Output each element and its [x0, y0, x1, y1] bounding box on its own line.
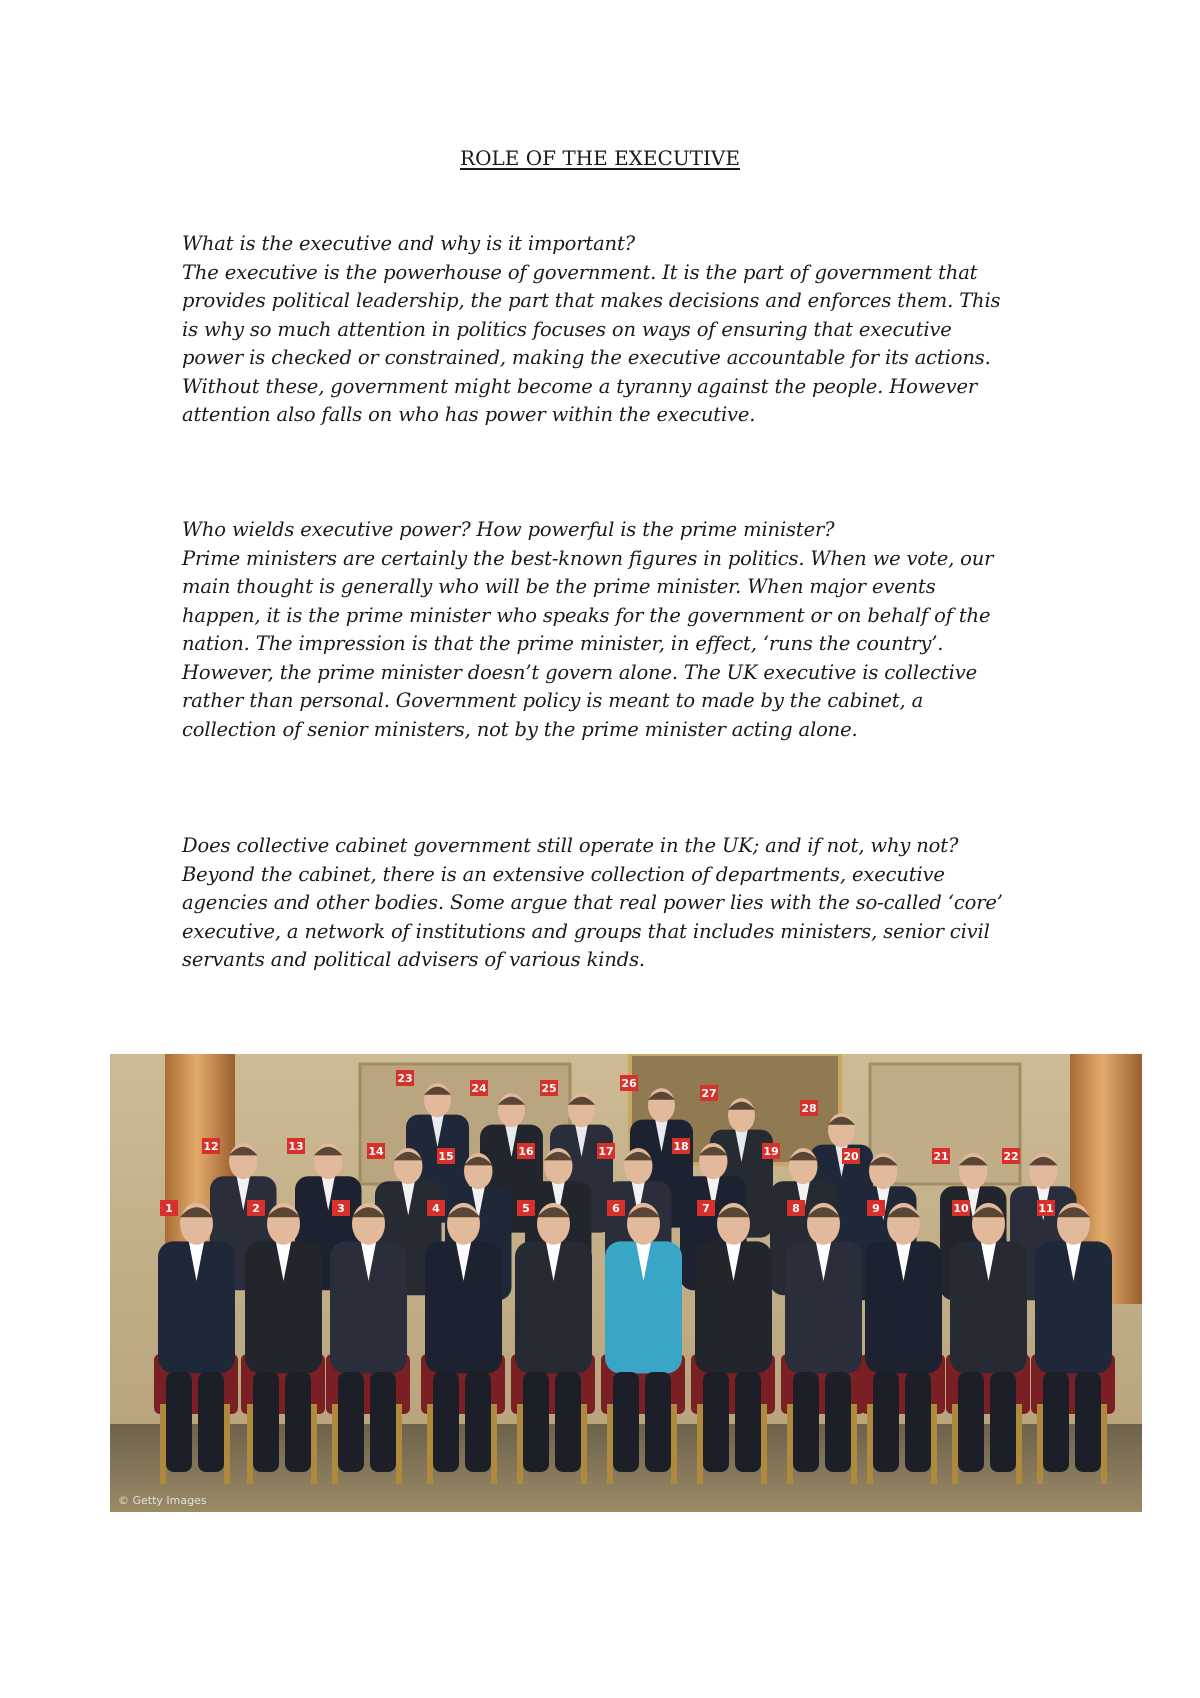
chair-leg	[311, 1404, 317, 1484]
chair-leg	[160, 1404, 166, 1484]
chair-leg	[867, 1404, 873, 1484]
chair-leg	[952, 1404, 958, 1484]
section-question: Does collective cabinet government still operate in the UK; and if not, why not?	[182, 834, 959, 857]
person-leg	[370, 1372, 396, 1472]
section-what-is-executive	[182, 230, 1042, 430]
chair-leg	[671, 1404, 677, 1484]
marker-label: 6	[612, 1202, 620, 1215]
chair-leg	[697, 1404, 703, 1484]
number-marker	[1037, 1200, 1055, 1216]
person-leg	[465, 1372, 491, 1472]
number-marker	[367, 1143, 385, 1159]
marker-label: 17	[598, 1145, 614, 1158]
person-leg	[703, 1372, 729, 1472]
marker-label: 24	[471, 1082, 487, 1095]
number-marker	[867, 1200, 885, 1216]
marker-label: 5	[522, 1202, 530, 1215]
marker-label: 20	[843, 1150, 859, 1163]
person-leg	[990, 1372, 1016, 1472]
number-marker	[762, 1143, 780, 1159]
person-leg	[198, 1372, 224, 1472]
marker-label: 26	[621, 1077, 637, 1090]
person-leg	[555, 1372, 581, 1472]
marker-label: 10	[953, 1202, 969, 1215]
number-marker	[437, 1148, 455, 1164]
chair-leg	[224, 1404, 230, 1484]
person-leg	[905, 1372, 931, 1472]
person-leg	[253, 1372, 279, 1472]
section-line: Without these, government might become a tyranny against the people. However	[182, 374, 978, 398]
section-line: agencies and other bodies. Some argue that real power lies with the so-called ‘core’	[182, 891, 1003, 914]
marker-label: 21	[933, 1150, 949, 1163]
number-marker	[470, 1080, 488, 1096]
section-line: power is checked or constrained, making the executive accountable for its actions.	[182, 346, 991, 369]
marker-label: 27	[701, 1087, 717, 1100]
chair-leg	[1037, 1404, 1043, 1484]
section-line: attention also falls on who has power within the executive.	[182, 403, 756, 426]
marker-label: 25	[541, 1082, 557, 1095]
number-marker	[1002, 1148, 1020, 1164]
section-line: Prime ministers are certainly the best-known figures in politics. When we vote, our	[182, 546, 994, 570]
chair-leg	[247, 1404, 253, 1484]
person-leg	[613, 1372, 639, 1472]
cabinet-photo	[110, 1054, 1142, 1512]
chair-leg	[787, 1404, 793, 1484]
person-leg	[793, 1372, 819, 1472]
chair-leg	[931, 1404, 937, 1484]
marker-label: 12	[203, 1140, 219, 1153]
person-leg	[338, 1372, 364, 1472]
marker-label: 3	[337, 1202, 345, 1215]
section-line: happen, it is the prime minister who speaks for the government or on behalf of the	[182, 603, 991, 627]
section-line: The executive is the powerhouse of government. It is the part of government that	[182, 260, 978, 284]
number-marker	[396, 1070, 414, 1086]
marker-label: 18	[673, 1140, 689, 1153]
number-marker	[620, 1075, 638, 1091]
number-marker	[932, 1148, 950, 1164]
section-line: rather than personal. Government policy is meant to made by the cabinet, a	[182, 689, 924, 712]
section-line: provides political leadership, the part that makes decisions and enforces them. This	[182, 289, 1001, 312]
person-leg	[1075, 1372, 1101, 1472]
marker-label: 11	[1038, 1202, 1054, 1215]
person-leg	[285, 1372, 311, 1472]
marker-label: 2	[252, 1202, 260, 1215]
number-marker	[700, 1085, 718, 1101]
photo-credit: © Getty Images	[118, 1494, 207, 1507]
number-marker	[287, 1138, 305, 1154]
number-marker	[160, 1200, 178, 1216]
section-question: Who wields executive power? How powerful is the prime minister?	[182, 518, 835, 541]
number-marker	[247, 1200, 265, 1216]
chair-leg	[1101, 1404, 1107, 1484]
marker-label: 28	[801, 1102, 817, 1115]
person-leg	[433, 1372, 459, 1472]
chair-leg	[332, 1404, 338, 1484]
marker-label: 1	[165, 1202, 173, 1215]
number-marker	[517, 1200, 535, 1216]
marker-label: 15	[438, 1150, 454, 1163]
number-marker	[202, 1138, 220, 1154]
number-marker	[800, 1100, 818, 1116]
section-collective-cabinet	[182, 832, 1042, 975]
person-leg	[958, 1372, 984, 1472]
section-question: What is the executive and why is it important?	[182, 232, 635, 255]
section-line: servants and political advisers of various kinds.	[182, 948, 645, 971]
section-line: executive, a network of institutions and groups that includes ministers, senior civil	[182, 919, 990, 943]
number-marker	[842, 1148, 860, 1164]
chair-leg	[581, 1404, 587, 1484]
marker-label: 9	[872, 1202, 880, 1215]
number-marker	[597, 1143, 615, 1159]
chair-leg	[491, 1404, 497, 1484]
marker-label: 23	[397, 1072, 413, 1085]
page-title: ROLE OF THE EXECUTIVE	[460, 146, 740, 170]
number-marker	[672, 1138, 690, 1154]
person-leg	[523, 1372, 549, 1472]
number-marker	[540, 1080, 558, 1096]
section-line: Beyond the cabinet, there is an extensive collection of departments, executive	[182, 862, 945, 886]
person-leg	[735, 1372, 761, 1472]
marker-label: 16	[518, 1145, 534, 1158]
chair-leg	[607, 1404, 613, 1484]
chair-leg	[396, 1404, 402, 1484]
section-line: However, the prime minister doesn’t govern alone. The UK executive is collective	[182, 660, 978, 684]
number-marker	[787, 1200, 805, 1216]
number-marker	[427, 1200, 445, 1216]
section-line: nation. The impression is that the prime minister, in effect, ‘runs the country’.	[182, 632, 944, 655]
number-marker	[332, 1200, 350, 1216]
section-line: collection of senior ministers, not by the prime minister acting alone.	[182, 717, 858, 741]
marker-label: 19	[763, 1145, 779, 1158]
person-leg	[873, 1372, 899, 1472]
chair-leg	[761, 1404, 767, 1484]
marker-label: 14	[368, 1145, 384, 1158]
person-leg	[166, 1372, 192, 1472]
number-marker	[517, 1143, 535, 1159]
chair-leg	[427, 1404, 433, 1484]
person-leg	[645, 1372, 671, 1472]
chair-leg	[851, 1404, 857, 1484]
number-marker	[607, 1200, 625, 1216]
chair-leg	[517, 1404, 523, 1484]
chair-leg	[1016, 1404, 1022, 1484]
section-line: main thought is generally who will be the prime minister. When major events	[182, 575, 936, 598]
marker-label: 4	[432, 1202, 440, 1215]
marker-label: 7	[702, 1202, 710, 1215]
marker-label: 22	[1003, 1150, 1019, 1163]
marker-label: 8	[792, 1202, 800, 1215]
section-who-wields-power	[182, 516, 1042, 744]
section-line: is why so much attention in politics focuses on ways of ensuring that executive	[182, 317, 952, 341]
number-marker	[697, 1200, 715, 1216]
person-leg	[825, 1372, 851, 1472]
number-marker	[952, 1200, 970, 1216]
marker-label: 13	[288, 1140, 304, 1153]
cabinet-photo-illustration	[110, 1054, 1142, 1512]
person-leg	[1043, 1372, 1069, 1472]
